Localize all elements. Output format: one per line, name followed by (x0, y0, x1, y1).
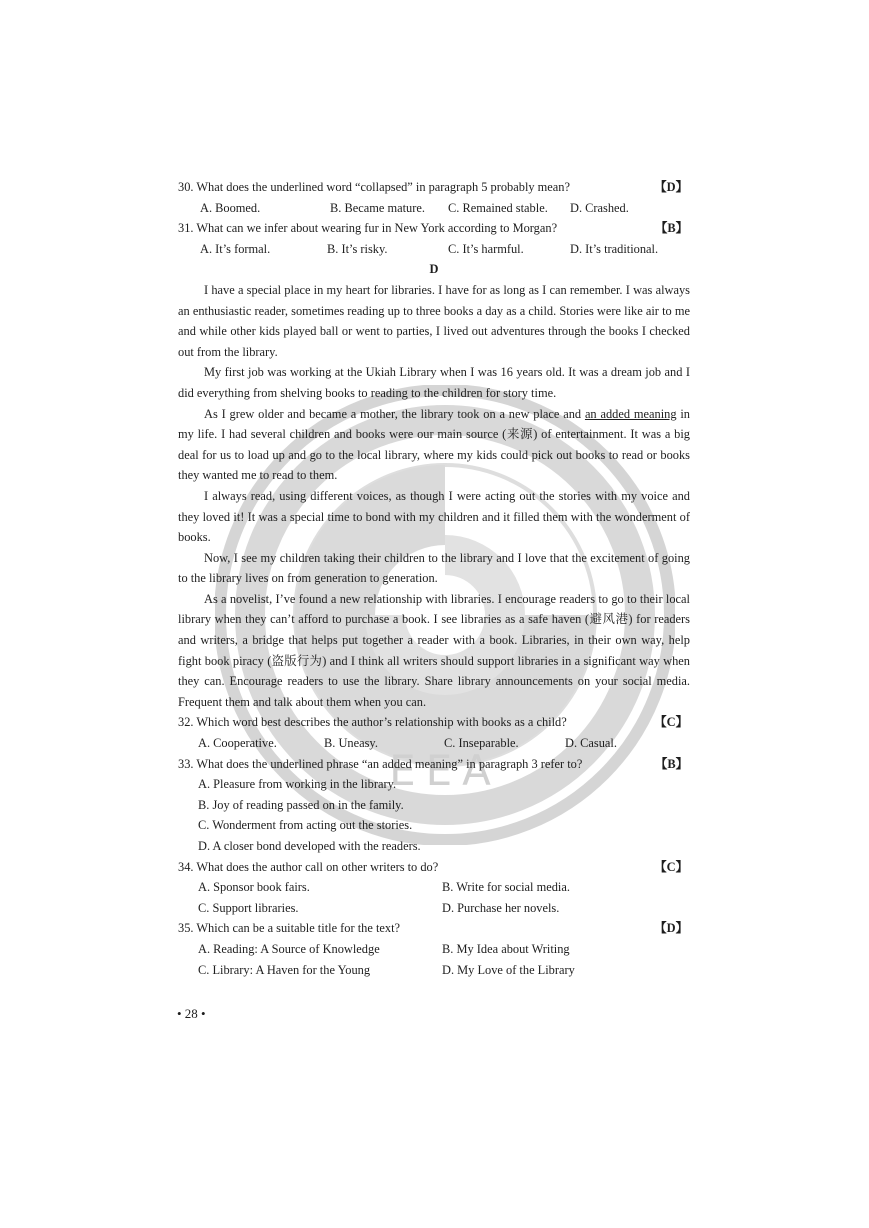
question-32 (178, 712, 690, 733)
watermark-text: EEA (389, 746, 501, 795)
option-d: D. Crashed. (570, 200, 629, 215)
option-a: A. Pleasure from working in the library. (198, 777, 397, 792)
paragraph-3-part-2: in my life. I had several children and books were our main source (来源) of entertainment. It was a big deal for us to load up and go to the local library, where my kids could pick out books to read or books they wanted me to read to them. (178, 406, 690, 483)
question-34-options-row-1 (178, 877, 690, 898)
option-d: D. It’s traditional. (570, 241, 659, 256)
passage-paragraph-5: Now, I see my children taking their children to the library and I love that the excitement of going to the library lives on from generation to generation. (178, 550, 690, 586)
question-34-text: 34. What does the author call on other writers to do? (178, 859, 439, 874)
section-label: D (429, 262, 439, 277)
option-d: D. Purchase her novels. (442, 900, 560, 915)
option-b: B. It’s risky. (327, 241, 388, 256)
question-30-text: 30. What does the underlined word “collapsed” in paragraph 5 probably mean? (178, 180, 571, 194)
option-a: A. Boomed. (200, 200, 261, 215)
option-c: C. Remained stable. (448, 200, 548, 215)
underlined-phrase: an added meaning (584, 406, 677, 421)
question-31-answer: 【B】 (654, 221, 688, 236)
paragraph-3-part-1: As I grew older and became a mother, the library took on a new place and (204, 406, 585, 421)
exam-content (178, 177, 690, 980)
question-34-answer: 【C】 (654, 859, 688, 874)
option-c: C. Support libraries. (198, 900, 299, 915)
passage-paragraph-2: My first job was working at the Ukiah Library when I was 16 years old. It was a dream job and I did everything from shelving books to reading to the children for story time. (178, 365, 690, 400)
option-d: D. A closer bond developed with the readers. (198, 839, 421, 853)
question-30 (178, 177, 690, 198)
option-c: C. Library: A Haven for the Young (198, 962, 371, 977)
page-number: • 28 • (177, 1006, 206, 1021)
option-a: A. Sponsor book fairs. (198, 880, 310, 895)
option-b: B. Joy of reading passed on in the family. (198, 797, 404, 812)
option-d: D. My Love of the Library (442, 962, 575, 977)
passage-paragraph-4: I always read, using different voices, as though I were acting out the stories with my voice and they loved it! It was a special time to bond with my children and it filled them with the wonderment of books. (178, 488, 690, 545)
question-31 (178, 218, 690, 239)
option-c: C. Inseparable. (444, 736, 519, 751)
option-b: B. Became mature. (330, 200, 425, 215)
option-b: B. Uneasy. (324, 736, 378, 751)
option-c: C. It’s harmful. (448, 241, 524, 256)
option-a: A. Reading: A Source of Knowledge (198, 941, 380, 956)
option-b: B. My Idea about Writing (442, 941, 570, 956)
question-30-answer: 【D】 (654, 180, 688, 194)
question-32-answer: 【C】 (654, 715, 688, 730)
option-d: D. Casual. (565, 736, 617, 751)
question-34 (178, 857, 690, 878)
question-32-options (178, 733, 690, 754)
question-30-options (178, 198, 690, 219)
passage-paragraph-1: I have a special place in my heart for libraries. I have for as long as I can remember. I was always an enthusiastic reader, sometimes reading up to three books a day as a child. Stories were like air to me and while other kids played ball or went to parties, I lived out adventures through the books I checked out from the library. (178, 282, 690, 359)
option-c: C. Wonderment from acting out the stories. (198, 818, 413, 833)
question-35 (178, 918, 690, 939)
question-33-text: 33. What does the underlined phrase “an added meaning” in paragraph 3 refer to? (178, 756, 583, 771)
passage-paragraph-6: As a novelist, I’ve found a new relationship with libraries. I encourage readers to go to their local library when they can’t afford to purchase a book. I see libraries as a safe haven (避风港) for readers and writers, a bridge that helps put together a reader with a book. Libraries, in their own way, help fight book piracy (盗版行为) and I think all writers should support libraries in a significant way when they can. Encourage readers to use the library. Share library announcements on your social media. Frequent them and talk about them when you can. (178, 591, 690, 709)
question-31-options (178, 239, 690, 260)
question-35-answer: 【D】 (654, 921, 688, 936)
passage-paragraph-3 (178, 404, 690, 486)
question-35-text: 35. Which can be a suitable title for the text? (178, 921, 401, 936)
question-31-text: 31. What can we infer about wearing fur in New York according to Morgan? (178, 221, 558, 236)
question-33 (178, 754, 690, 775)
question-35-options-row-1 (178, 939, 690, 960)
question-34-options-row-2 (178, 898, 690, 919)
question-35-options-row-2 (178, 960, 690, 981)
option-b: B. Write for social media. (442, 880, 570, 895)
option-a: A. Cooperative. (198, 736, 277, 751)
option-a: A. It’s formal. (200, 241, 271, 256)
question-33-answer: 【B】 (654, 756, 688, 771)
question-32-text: 32. Which word best describes the author’s relationship with books as a child? (178, 715, 567, 730)
